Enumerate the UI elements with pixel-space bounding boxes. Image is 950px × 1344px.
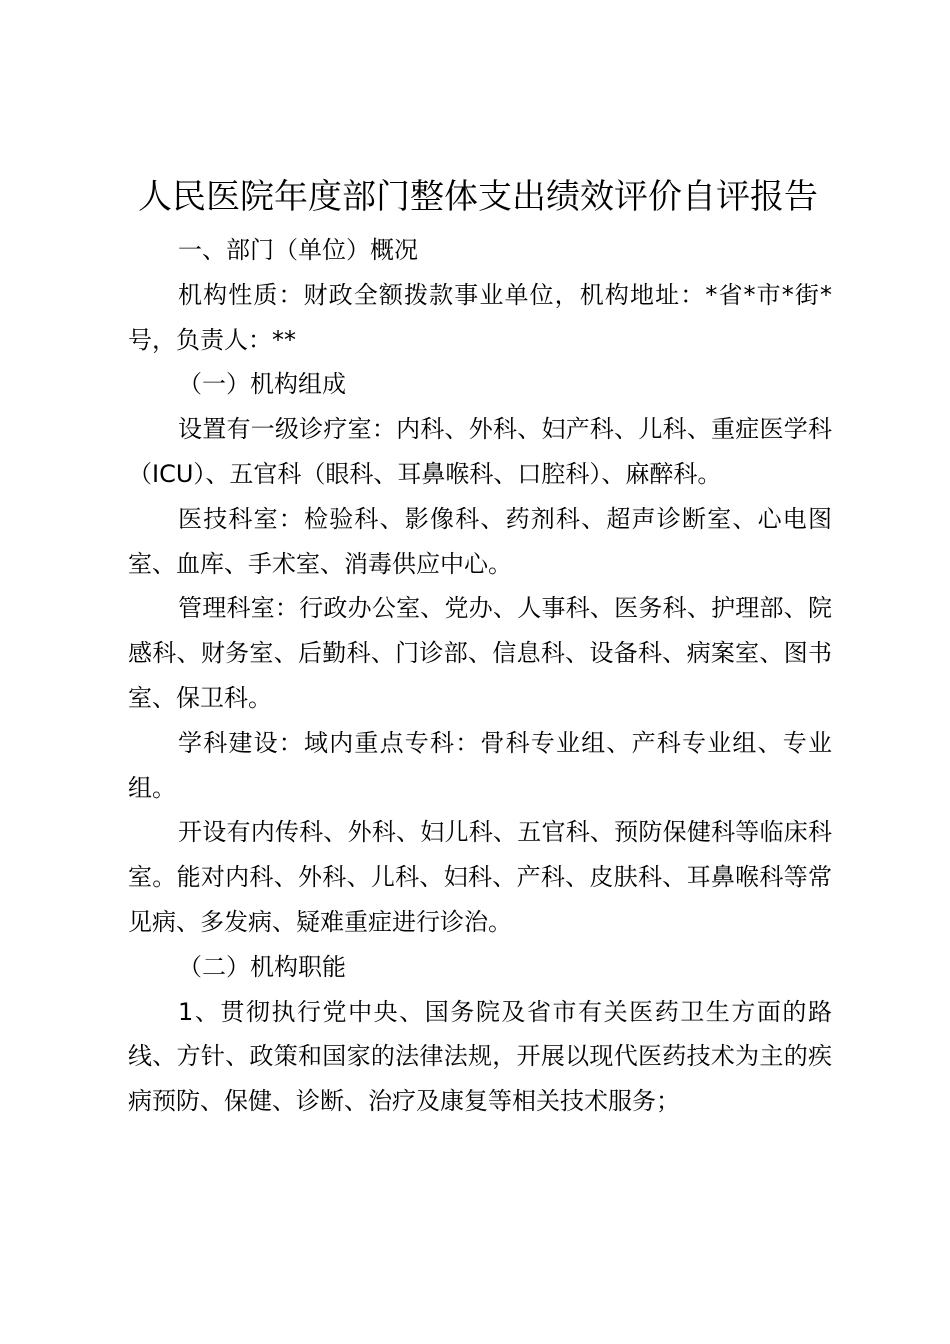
paragraph-function-1: 1、贯彻执行党中央、国务院及省市有关医药卫生方面的路线、方针、政策和国家的法律法规，开展以现代医药技术为主的疾病预防、保健、诊断、治疗及康复等相关技术服务； [128, 997, 832, 1116]
document-title: 人民医院年度部门整体支出绩效评价自评报告 [138, 177, 818, 217]
paragraph-clinical-departments: 设置有一级诊疗室：内科、外科、妇产科、儿科、重症医学科（ICU）、五官科（眼科、耳鼻喉科、口腔科）、麻醉科。 [128, 415, 832, 488]
section-heading-overview: 一、部门（单位）概况 [178, 236, 418, 264]
subsection-heading-functions: （二）机构职能 [178, 952, 346, 981]
paragraph-institution-nature: 机构性质：财政全额拨款事业单位，机构地址：*省*市*街*号，负责人：** [128, 280, 832, 354]
paragraph-medical-technical-departments: 医技科室：检验科、影像科、药剂科、超声诊断室、心电图室、血库、手术室、消毒供应中心。 [128, 504, 832, 578]
paragraph-management-departments: 管理科室：行政办公室、党办、人事科、医务科、护理部、院感科、财务室、后勤科、门诊部、信息科、设备科、病案室、图书室、保卫科。 [128, 594, 832, 712]
document-body [128, 228, 832, 1124]
subsection-heading-composition: （一）机构组成 [178, 370, 346, 399]
paragraph-discipline-construction: 学科建设：域内重点专科：骨科专业组、产科专业组、专业组。 [128, 728, 832, 802]
paragraph-clinical-services: 开设有内传科、外科、妇儿科、五官科、预防保健科等临床科室。能对内科、外科、儿科、妇科、产科、皮肤科、耳鼻喉科等常见病、多发病、疑难重症进行诊治。 [128, 818, 832, 936]
